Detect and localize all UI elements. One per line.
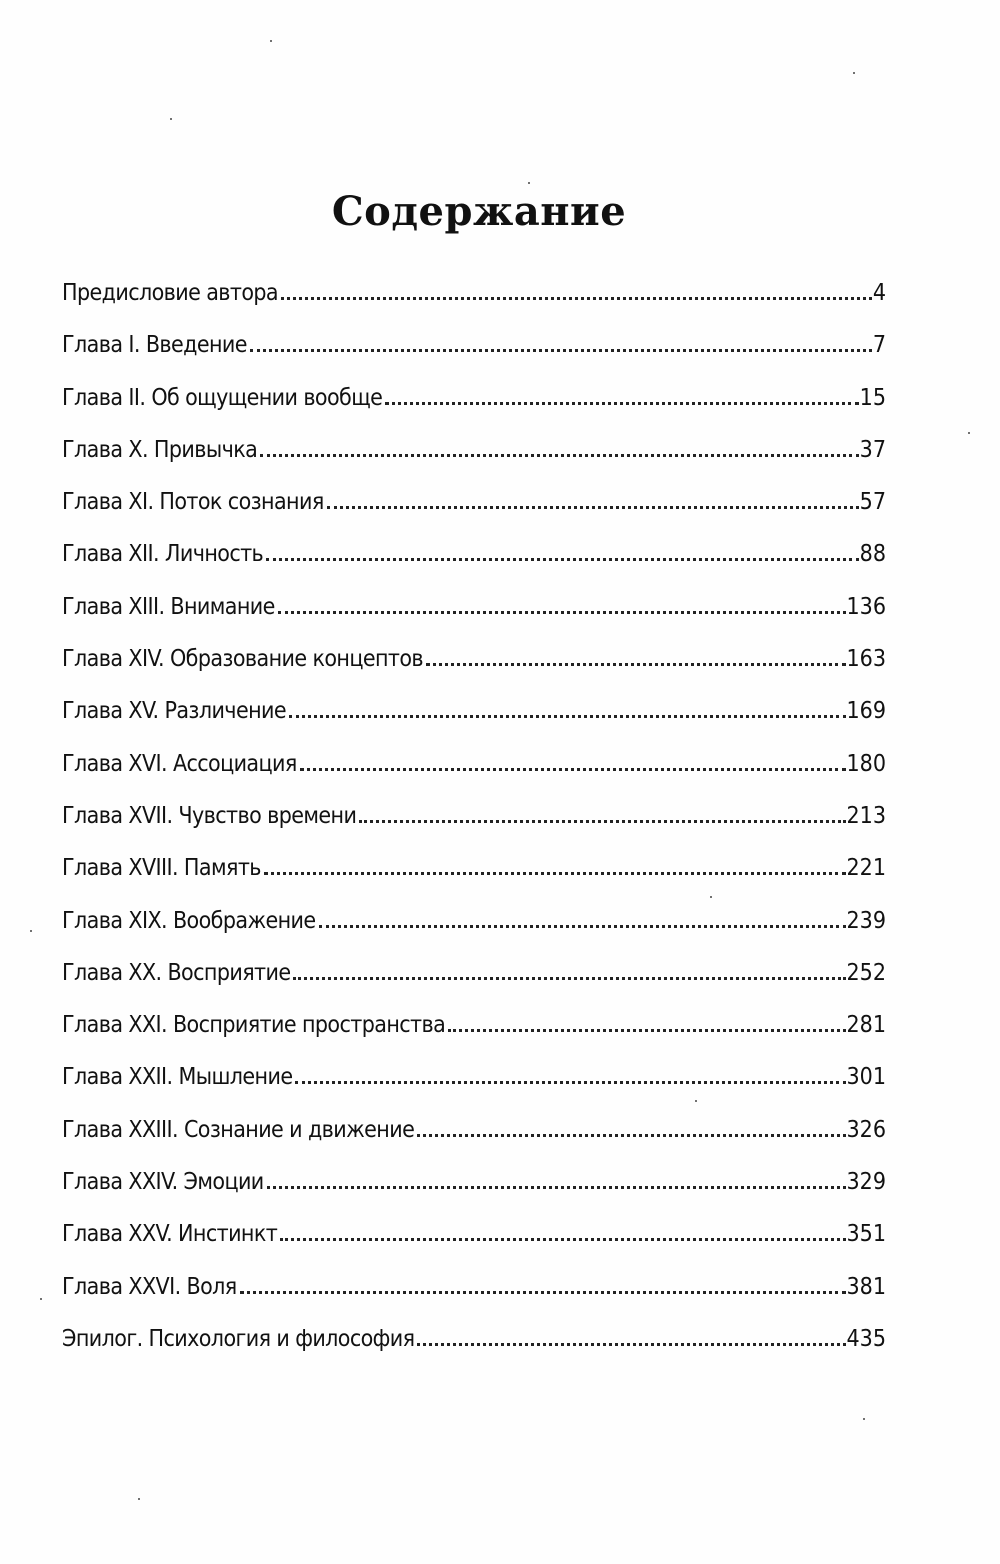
toc-dot-leader — [266, 556, 859, 561]
toc-dot-leader — [264, 870, 846, 875]
toc-dot-leader — [385, 400, 858, 405]
toc-entry-page-number: 213 — [846, 802, 886, 829]
scan-speck — [40, 1298, 42, 1300]
toc-entry-label: Глава XV. Различение — [62, 698, 286, 725]
toc-entry-label: Глава XXV. Инстинкт — [62, 1221, 278, 1248]
toc-entry — [62, 953, 886, 1005]
toc-entry — [62, 587, 886, 639]
scan-speck — [853, 72, 855, 74]
toc-dot-leader — [359, 818, 845, 823]
toc-entry-label: Эпилог. Психология и философия — [62, 1325, 415, 1352]
toc-entry — [62, 534, 886, 586]
toc-dot-leader — [267, 1184, 846, 1189]
toc-dot-leader — [293, 975, 845, 980]
page-title: Содержание — [331, 188, 627, 235]
toc-entry-label: Глава XXI. Восприятие пространства — [62, 1012, 446, 1039]
toc-entry — [62, 1214, 886, 1266]
toc-dot-leader — [260, 452, 858, 457]
toc-entry-label: Глава XIX. Воображение — [62, 907, 316, 934]
toc-entry-page-number: 15 — [859, 384, 886, 411]
toc-entry-label: Глава XII. Личность — [62, 541, 264, 568]
toc-entry — [62, 378, 886, 430]
toc-entry-page-number: 180 — [846, 750, 886, 777]
toc-entry-label: Глава XIV. Образование концептов — [62, 646, 423, 673]
toc-entry — [62, 1110, 886, 1162]
toc-entry-page-number: 252 — [846, 959, 886, 986]
toc-entry-page-number: 57 — [859, 489, 886, 516]
toc-entry-page-number: 435 — [846, 1325, 886, 1352]
toc-entry-page-number: 351 — [846, 1221, 886, 1248]
toc-entry-label: Глава XXII. Мышление — [62, 1064, 293, 1091]
toc-entry-page-number: 169 — [846, 698, 886, 725]
toc-entry-label: Глава XVI. Ассоциация — [62, 750, 297, 777]
scan-speck — [270, 40, 272, 42]
toc-entry — [62, 901, 886, 953]
toc-entry — [62, 796, 886, 848]
toc-entry — [62, 325, 886, 377]
toc-dot-leader — [240, 1289, 846, 1294]
toc-entry-page-number: 37 — [859, 436, 886, 463]
toc-entry — [62, 1057, 886, 1109]
toc-dot-leader — [280, 1236, 845, 1241]
toc-entry — [62, 1005, 886, 1057]
scan-speck — [30, 930, 32, 932]
toc-entry-page-number: 163 — [846, 646, 886, 673]
toc-entry-label: Глава XIII. Внимание — [62, 593, 275, 620]
toc-entry — [62, 1162, 886, 1214]
toc-dot-leader — [300, 766, 846, 771]
toc-entry-page-number: 281 — [846, 1012, 886, 1039]
toc-entry-page-number: 329 — [846, 1169, 886, 1196]
scan-speck — [138, 1498, 140, 1500]
toc-entry — [62, 1319, 886, 1371]
scan-speck — [170, 118, 172, 120]
toc-entry-page-number: 88 — [859, 541, 886, 568]
toc-dot-leader — [417, 1132, 845, 1137]
scan-speck — [528, 182, 530, 184]
toc-entry-label: Глава I. Введение — [62, 332, 247, 359]
toc-dot-leader — [448, 1027, 845, 1032]
toc-entry — [62, 1267, 886, 1319]
toc-entry — [62, 430, 886, 482]
toc-entry-page-number: 381 — [846, 1273, 886, 1300]
scan-speck — [863, 1418, 865, 1420]
toc-entry-label: Глава II. Об ощущении вообще — [62, 384, 383, 411]
toc-dot-leader — [278, 609, 846, 614]
toc-entry-label: Глава XXIII. Сознание и движение — [62, 1116, 415, 1143]
toc-entry — [62, 691, 886, 743]
toc-entry-page-number: 326 — [846, 1116, 886, 1143]
toc-entry — [62, 273, 886, 325]
toc-entry-page-number: 221 — [846, 855, 886, 882]
toc-entry-label: Глава XVIII. Память — [62, 855, 261, 882]
toc-dot-leader — [289, 713, 846, 718]
toc-dot-leader — [426, 661, 846, 666]
toc-entry — [62, 482, 886, 534]
toc-entry-label: Глава XI. Поток сознания — [62, 489, 324, 516]
toc-entry-page-number: 239 — [846, 907, 886, 934]
toc-entry — [62, 744, 886, 796]
toc-entry-label: Предисловие автора — [62, 280, 278, 306]
toc-entry-label: Глава XXIV. Эмоции — [62, 1169, 264, 1196]
toc-dot-leader — [417, 1341, 845, 1346]
toc-entry — [62, 639, 886, 691]
toc-entry-label: Глава XX. Восприятие — [62, 959, 291, 986]
toc-entry-label: Глава XXVI. Воля — [62, 1273, 237, 1300]
table-of-contents — [62, 273, 886, 1371]
toc-entry-label: Глава X. Привычка — [62, 436, 258, 463]
scan-speck — [968, 432, 970, 434]
toc-dot-leader — [319, 923, 846, 928]
toc-dot-leader — [281, 295, 872, 300]
toc-dot-leader — [295, 1079, 845, 1084]
toc-entry-page-number: 7 — [872, 332, 886, 359]
toc-entry-page-number: 301 — [846, 1064, 886, 1091]
toc-dot-leader — [250, 347, 872, 352]
toc-dot-leader — [327, 504, 859, 509]
toc-entry-page-number: 4 — [872, 280, 886, 306]
toc-entry-label: Глава XVII. Чувство времени — [62, 802, 357, 829]
toc-entry — [62, 848, 886, 900]
toc-entry-page-number: 136 — [846, 593, 886, 620]
